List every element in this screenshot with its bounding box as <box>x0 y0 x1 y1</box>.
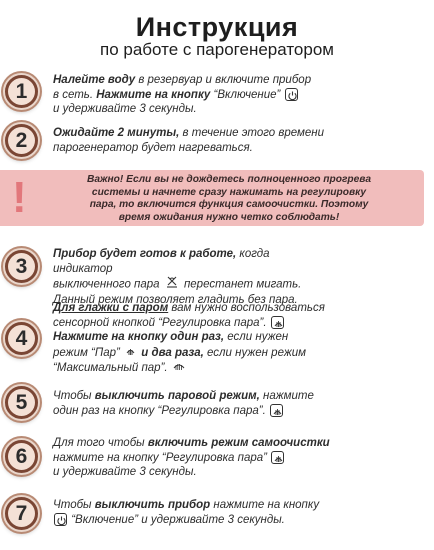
max-steam-icon <box>173 360 185 376</box>
text-bold: Ожидайте 2 минуты, <box>53 127 180 139</box>
step-number-badge <box>3 320 40 357</box>
text-bold: выключить прибор <box>94 499 211 511</box>
warning-line: Важно! Если вы не дождетесь полноценного прогрева <box>86 174 371 185</box>
step-text <box>53 389 329 418</box>
step-number: 6 <box>8 443 35 470</box>
steam-icon <box>125 345 136 361</box>
step-text <box>53 126 329 155</box>
text-bold: включить режим самоочистки <box>147 437 330 449</box>
text: перестанет мигать. <box>180 278 302 291</box>
step-number-badge <box>3 495 40 532</box>
step-number: 3 <box>8 253 35 280</box>
text-bold: Нажмите на кнопку <box>96 88 211 101</box>
power-icon <box>54 513 67 526</box>
text: нажмите на кнопку “Регулировка пара” <box>53 451 267 464</box>
text: и удерживайте 3 секунды. <box>53 103 197 115</box>
step-number-badge <box>3 384 40 421</box>
step-number: 5 <box>8 389 35 416</box>
steam-icon <box>271 451 284 464</box>
warning-line: пара, то включится функция самоочистки. Поэтому <box>89 199 369 211</box>
text: Для того чтобы <box>53 437 148 449</box>
text: Данный режим позволяет гладить без пара. <box>53 293 298 306</box>
text-bold: Налейте воду <box>53 74 136 86</box>
warning-mark: ! <box>12 173 27 222</box>
steam-icon <box>270 404 283 417</box>
step-number-badge <box>3 73 40 110</box>
text: один раз на кнопку “Регулировка пара”. <box>53 404 266 417</box>
step-text <box>53 73 329 117</box>
text: нажмите <box>259 390 314 402</box>
page-subtitle: по работе с парогенератором <box>100 40 334 59</box>
text: если нужен <box>224 331 289 343</box>
step-number-badge <box>3 438 40 475</box>
text: “Включение” <box>210 88 281 101</box>
text-bold: Для глажки с паром <box>53 302 169 314</box>
step-text <box>53 301 333 376</box>
step-number: 1 <box>8 78 35 105</box>
text: “Максимальный пар”. <box>53 361 168 374</box>
text: нажмите на кнопку <box>210 499 320 511</box>
text: парогенератор будет нагреваться. <box>53 141 253 154</box>
warning-box <box>0 170 424 226</box>
text: выключенного пара <box>53 278 160 291</box>
step-text <box>53 436 343 480</box>
text: и удерживайте 3 секунды. <box>53 466 197 478</box>
power-icon <box>285 88 298 101</box>
step-text <box>53 498 343 527</box>
text: когда индикатор <box>53 248 270 275</box>
text: Чтобы <box>53 499 95 511</box>
text-bold: и два раза, <box>138 346 204 359</box>
text: режим “Пар” <box>53 346 120 359</box>
text: в сеть. <box>53 88 97 101</box>
step-number: 2 <box>8 127 35 154</box>
step-number-badge <box>3 248 40 285</box>
text-bold: выключить паровой режим, <box>94 390 260 402</box>
step-number: 4 <box>8 325 35 352</box>
text: в течение этого времени <box>179 127 325 139</box>
page-title: Инструкция <box>135 12 299 42</box>
text: Чтобы <box>53 390 95 402</box>
text: “Включение” и удерживайте 3 секунды. <box>71 513 285 526</box>
step-number-badge <box>3 122 40 159</box>
step-text <box>53 247 329 307</box>
text: если нужен режим <box>203 346 307 359</box>
text-bold: Нажмите на кнопку один раз, <box>53 331 225 343</box>
text: вам нужно воспользоваться <box>168 302 325 314</box>
no-steam-icon <box>165 276 179 293</box>
warning-line: системы и начнете сразу нажимать на регулировку <box>91 186 367 198</box>
warning-line: время ожидания нужно четко соблюдать! <box>118 211 340 223</box>
step-number: 7 <box>8 500 35 527</box>
text: сенсорной кнопкой “Регулировка пара”. <box>53 316 267 329</box>
text-bold: Прибор будет готов к работе, <box>53 248 237 260</box>
warning-text <box>39 174 419 224</box>
steam-icon <box>271 316 284 329</box>
text: в резервуар и включите прибор <box>135 74 312 86</box>
